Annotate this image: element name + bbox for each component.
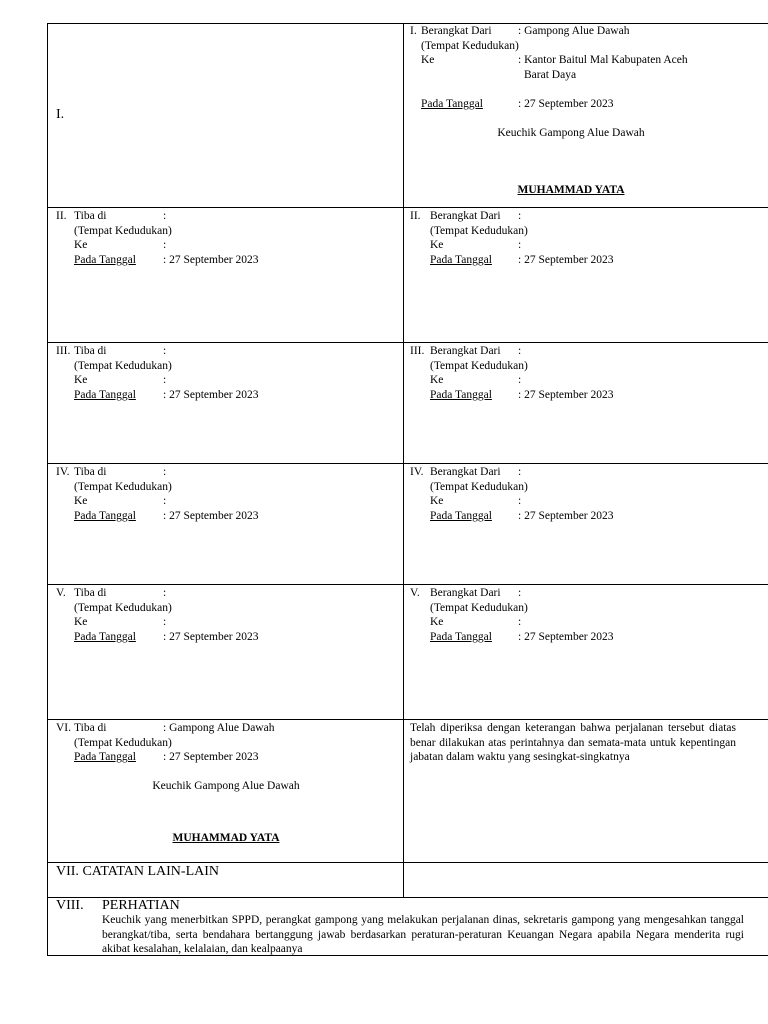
pada-tanggal-value: : 27 September 2023 bbox=[163, 253, 259, 266]
pada-tanggal-value: : 27 September 2023 bbox=[518, 97, 614, 110]
ke-label: Ke bbox=[74, 616, 88, 628]
tiba-di-value: : Gampong Alue Dawah bbox=[163, 722, 275, 734]
pada-tanggal-line bbox=[430, 630, 628, 645]
row-divider bbox=[48, 463, 768, 464]
tempat-kedudukan-label: (Tempat Kedudukan) bbox=[74, 480, 172, 493]
tempat-kedudukan-label: (Tempat Kedudukan) bbox=[430, 601, 528, 614]
colon: : bbox=[163, 210, 167, 222]
berangkat-dari-label: Berangkat Dari bbox=[421, 25, 492, 37]
colon: : bbox=[518, 587, 522, 599]
section-5-right bbox=[410, 586, 750, 644]
ke-label: Ke bbox=[430, 374, 444, 386]
section-numeral: IV. bbox=[56, 466, 70, 478]
berangkat-dari-label: Berangkat Dari bbox=[430, 587, 501, 599]
perhatian-text: Keuchik yang menerbitkan SPPD, perangkat gampong yang melakukan perjalanan dinas, sekretaris gampong yang mengesahkan tanggal berangkat/tiba, serta bendahara bertanggung jawab berdasarkan peraturan-peraturan Keuangan Negara apabila Negara menderita rugi akibat kesalahan, kelalaian, dan kealpaanya bbox=[102, 914, 744, 955]
tiba-di-label: Tiba di bbox=[74, 587, 107, 599]
tempat-kedudukan-label: (Tempat Kedudukan) bbox=[74, 601, 172, 614]
colon: : bbox=[518, 239, 522, 251]
signer-name: MUHAMMAD YATA bbox=[172, 832, 280, 844]
colon: : bbox=[163, 466, 167, 478]
section-6-numeral: VI. bbox=[56, 722, 72, 734]
ke-label: Ke bbox=[430, 239, 444, 251]
pada-tanggal-value: : 27 September 2023 bbox=[163, 509, 259, 522]
colon: : bbox=[518, 374, 522, 386]
section-numeral: III. bbox=[56, 345, 71, 357]
tempat-kedudukan-label: (Tempat Kedudukan) bbox=[430, 359, 528, 372]
tiba-di-label: Tiba di bbox=[74, 345, 107, 357]
tiba-di-label: Tiba di bbox=[74, 210, 107, 222]
ke-label: Ke bbox=[74, 239, 88, 251]
pada-tanggal-value: : 27 September 2023 bbox=[518, 630, 614, 643]
pada-tanggal-line bbox=[430, 253, 628, 268]
section-3-left bbox=[56, 344, 396, 402]
section-numeral: II. bbox=[56, 210, 67, 222]
pada-tanggal-label: Pada Tanggal bbox=[430, 630, 492, 643]
tempat-kedudukan-label: (Tempat Kedudukan) bbox=[74, 359, 172, 372]
colon: : bbox=[518, 616, 522, 628]
colon: : bbox=[163, 374, 167, 386]
tempat-kedudukan-label: (Tempat Kedudukan) bbox=[430, 224, 528, 237]
ke-label: Ke bbox=[74, 374, 88, 386]
pada-tanggal-label: Pada Tanggal bbox=[74, 509, 136, 522]
ke-value-continued: Barat Daya bbox=[524, 68, 577, 81]
colon: : bbox=[163, 616, 167, 628]
pada-tanggal-line bbox=[74, 253, 271, 268]
sppd-table bbox=[47, 23, 768, 956]
column-divider bbox=[403, 24, 404, 897]
colon: : bbox=[518, 210, 522, 222]
row-divider bbox=[48, 342, 768, 343]
section-1-right-numeral: I. bbox=[410, 25, 417, 37]
colon: : bbox=[163, 587, 167, 599]
section-7 bbox=[56, 865, 396, 880]
colon: : bbox=[163, 239, 167, 251]
row-divider bbox=[48, 584, 768, 585]
signer-name: MUHAMMAD YATA bbox=[517, 184, 625, 196]
pada-tanggal-label: Pada Tanggal bbox=[74, 751, 136, 763]
pada-tanggal-line bbox=[74, 509, 271, 524]
section-7-numeral: VII. bbox=[56, 864, 79, 879]
pada-tanggal-label: Pada Tanggal bbox=[421, 97, 483, 110]
section-6-right bbox=[410, 721, 736, 765]
section-numeral: V. bbox=[410, 587, 420, 599]
colon: : bbox=[163, 345, 167, 357]
tiba-di-label: Tiba di bbox=[74, 466, 107, 478]
pada-tanggal-line bbox=[430, 509, 628, 524]
pada-tanggal-label: Pada Tanggal bbox=[74, 253, 136, 266]
section-numeral: III. bbox=[410, 345, 425, 357]
colon: : bbox=[518, 495, 522, 507]
berangkat-dari-value: : Gampong Alue Dawah bbox=[518, 25, 630, 37]
pada-tanggal-line bbox=[430, 388, 628, 403]
berangkat-dari-label: Berangkat Dari bbox=[430, 210, 501, 222]
signer-title: Keuchik Gampong Alue Dawah bbox=[152, 779, 300, 792]
section-1-left bbox=[56, 108, 64, 123]
pada-tanggal-line bbox=[74, 388, 271, 403]
section-8 bbox=[56, 899, 764, 957]
section-4-right bbox=[410, 465, 750, 523]
tiba-di-label: Tiba di bbox=[74, 722, 107, 734]
pada-tanggal-line bbox=[74, 750, 270, 765]
section-numeral: II. bbox=[410, 210, 421, 222]
row-divider bbox=[48, 862, 768, 863]
section-6-left bbox=[56, 721, 396, 846]
section-2-left bbox=[56, 209, 396, 267]
pada-tanggal-value: : 27 September 2023 bbox=[163, 630, 259, 643]
section-3-right bbox=[410, 344, 750, 402]
tempat-kedudukan-label: (Tempat Kedudukan) bbox=[421, 39, 519, 52]
ke-label: Ke bbox=[430, 616, 444, 628]
ke-value: : Kantor Baitul Mal Kabupaten Aceh bbox=[518, 54, 688, 66]
ke-label: Ke bbox=[430, 495, 444, 507]
section-7-title: CATATAN LAIN-LAIN bbox=[82, 864, 220, 879]
section-numeral: IV. bbox=[410, 466, 424, 478]
signer-title: Keuchik Gampong Alue Dawah bbox=[497, 126, 645, 139]
tempat-kedudukan-label: (Tempat Kedudukan) bbox=[74, 736, 172, 749]
section-1-numeral: I. bbox=[56, 107, 65, 122]
pada-tanggal-label: Pada Tanggal bbox=[430, 253, 492, 266]
pada-tanggal-value: : 27 September 2023 bbox=[163, 751, 259, 763]
section-numeral: V. bbox=[56, 587, 66, 599]
pada-tanggal-value: : 27 September 2023 bbox=[518, 388, 614, 401]
section-8-title: PERHATIAN bbox=[102, 898, 180, 913]
pada-tanggal-value: : 27 September 2023 bbox=[518, 509, 614, 522]
section-1-right bbox=[410, 24, 765, 198]
pada-tanggal-label: Pada Tanggal bbox=[430, 509, 492, 522]
row-divider bbox=[48, 207, 768, 208]
pada-tanggal-label: Pada Tanggal bbox=[430, 388, 492, 401]
pada-tanggal-line bbox=[421, 97, 614, 112]
section-5-left bbox=[56, 586, 396, 644]
colon: : bbox=[163, 495, 167, 507]
section-8-numeral: VIII. bbox=[56, 898, 84, 913]
ke-label: Ke bbox=[421, 54, 435, 66]
pada-tanggal-line bbox=[74, 630, 271, 645]
pada-tanggal-value: : 27 September 2023 bbox=[518, 253, 614, 266]
pada-tanggal-label: Pada Tanggal bbox=[74, 388, 136, 401]
pada-tanggal-label: Pada Tanggal bbox=[74, 630, 136, 643]
colon: : bbox=[518, 466, 522, 478]
colon: : bbox=[518, 345, 522, 357]
verification-text: Telah diperiksa dengan keterangan bahwa perjalanan tersebut diatas benar dilakukan atas perintahnya dan semata-mata untuk kepentingan jabatan dalam waktu yang sesingkat-singkatnya bbox=[410, 722, 736, 763]
section-4-left bbox=[56, 465, 396, 523]
tempat-kedudukan-label: (Tempat Kedudukan) bbox=[74, 224, 172, 237]
pada-tanggal-value: : 27 September 2023 bbox=[163, 388, 259, 401]
berangkat-dari-label: Berangkat Dari bbox=[430, 466, 501, 478]
ke-label: Ke bbox=[74, 495, 88, 507]
tempat-kedudukan-label: (Tempat Kedudukan) bbox=[430, 480, 528, 493]
row-divider bbox=[48, 719, 768, 720]
section-2-right bbox=[410, 209, 750, 267]
berangkat-dari-label: Berangkat Dari bbox=[430, 345, 501, 357]
